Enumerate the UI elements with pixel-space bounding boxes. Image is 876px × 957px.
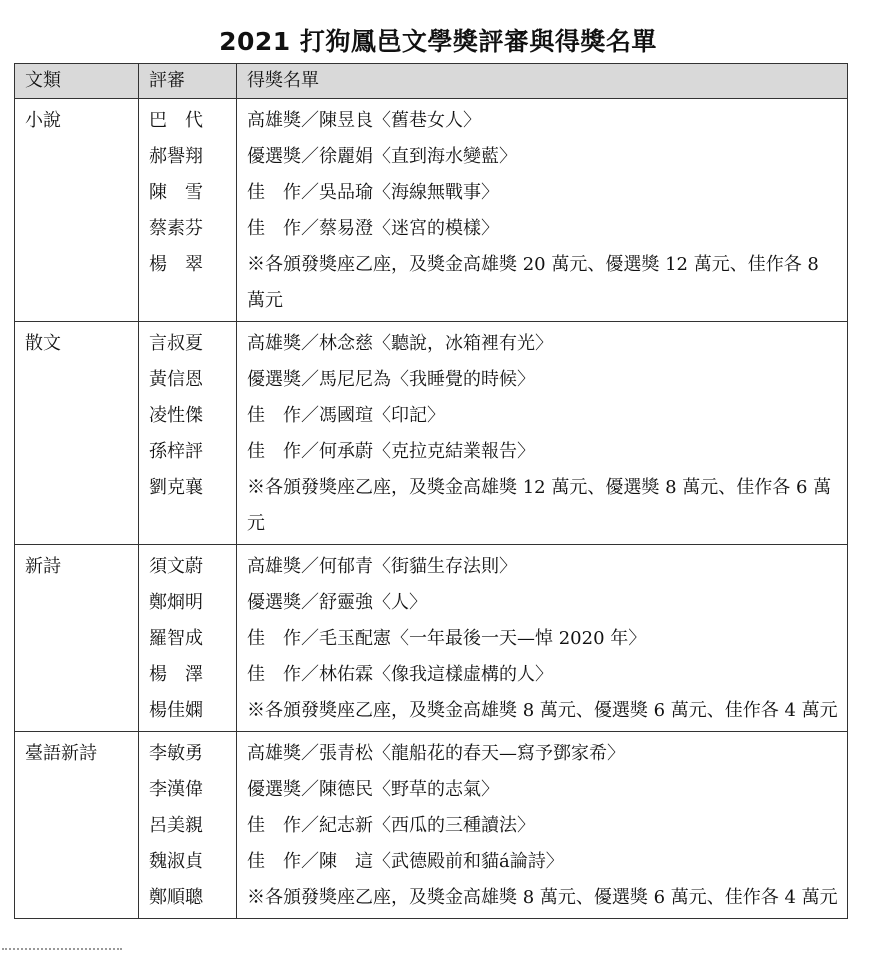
award-entry: 優選獎／陳德民〈野草的志氣〉 <box>247 779 499 800</box>
judge-name: 郝譽翔 <box>149 146 203 167</box>
judge-name: 巴 代 <box>149 110 203 131</box>
header-category: 文類 <box>15 64 139 99</box>
judge-name: 李敏勇 <box>149 743 203 764</box>
award-entry: 優選獎／徐麗娟〈直到海水變藍〉 <box>247 146 517 167</box>
judge-name: 李漢偉 <box>149 779 203 800</box>
award-entry: 優選獎／舒靈強〈人〉 <box>247 592 427 613</box>
prize-note: ※各頒發獎座乙座，及獎金高雄獎 8 萬元、優選獎 6 萬元、佳作各 4 萬元 <box>247 700 838 721</box>
judge-name: 楊 澤 <box>149 664 203 685</box>
awards-cell <box>237 732 848 919</box>
award-entry: 佳 作／馮國瑄〈印記〉 <box>247 405 445 426</box>
award-entry: 高雄獎／何郁青〈街貓生存法則〉 <box>247 556 517 577</box>
prize-note: ※各頒發獎座乙座，及獎金高雄獎 12 萬元、優選獎 8 萬元、佳作各 6 萬元 <box>247 477 832 534</box>
judge-name: 鄭烱明 <box>149 592 203 613</box>
table-row-taiwanese-poetry <box>15 732 848 919</box>
table-row-fiction <box>15 99 848 322</box>
awards-cell <box>237 99 848 322</box>
header-judges: 評審 <box>139 64 237 99</box>
awards-cell <box>237 322 848 545</box>
judges-cell <box>139 322 237 545</box>
judge-name: 劉克襄 <box>149 477 203 498</box>
judge-name: 蔡素芬 <box>149 218 203 239</box>
category-cell <box>15 99 139 322</box>
award-entry: 高雄獎／陳昱良〈舊巷女人〉 <box>247 110 481 131</box>
prize-note: ※各頒發獎座乙座，及獎金高雄獎 8 萬元、優選獎 6 萬元、佳作各 4 萬元 <box>247 887 838 908</box>
category-label: 散文 <box>25 333 61 354</box>
judge-name: 羅智成 <box>149 628 203 649</box>
table-row-prose <box>15 322 848 545</box>
judge-name: 言叔夏 <box>149 333 203 354</box>
judge-name: 黃信恩 <box>149 369 203 390</box>
award-entry: 佳 作／紀志新〈西瓜的三種讀法〉 <box>247 815 535 836</box>
award-entry: 高雄獎／張青松〈龍船花的春天—寫予鄧家希〉 <box>247 743 625 764</box>
judge-name: 呂美親 <box>149 815 203 836</box>
judge-name: 鄭順聰 <box>149 887 203 908</box>
award-entry: 佳 作／毛玉配憲〈一年最後一天—悼 2020 年〉 <box>247 628 647 649</box>
category-cell <box>15 545 139 732</box>
judge-name: 凌性傑 <box>149 405 203 426</box>
judge-name: 楊佳嫻 <box>149 700 203 721</box>
judges-cell <box>139 99 237 322</box>
judges-cell <box>139 732 237 919</box>
judges-cell <box>139 545 237 732</box>
award-entry: 優選獎／馬尼尼為〈我睡覺的時候〉 <box>247 369 535 390</box>
category-label: 新詩 <box>25 556 61 577</box>
judge-name: 魏淑貞 <box>149 851 203 872</box>
page-title: 2021 打狗鳳邑文學獎評審與得獎名單 <box>219 27 657 56</box>
award-entry: 佳 作／蔡易澄〈迷宮的模樣〉 <box>247 218 499 239</box>
award-entry: 高雄獎／林念慈〈聽說，冰箱裡有光〉 <box>247 333 553 354</box>
award-entry: 佳 作／陳 這〈武德殿前和貓á論詩〉 <box>247 851 564 872</box>
judge-name: 須文蔚 <box>149 556 203 577</box>
judge-name: 孫梓評 <box>149 441 203 462</box>
award-entry: 佳 作／何承蔚〈克拉克結業報告〉 <box>247 441 535 462</box>
category-label: 小說 <box>25 110 61 131</box>
awards-table <box>14 63 848 919</box>
category-cell <box>15 732 139 919</box>
table-header-row <box>15 64 848 99</box>
awards-cell <box>237 545 848 732</box>
header-awards: 得獎名單 <box>237 64 848 99</box>
page-footer-divider <box>2 948 122 957</box>
judge-name: 陳 雪 <box>149 182 203 203</box>
prize-note: ※各頒發獎座乙座，及獎金高雄獎 20 萬元、優選獎 12 萬元、佳作各 8 萬元 <box>247 254 819 311</box>
judge-name: 楊 翠 <box>149 254 203 275</box>
category-cell <box>15 322 139 545</box>
award-entry: 佳 作／吳品瑜〈海線無戰事〉 <box>247 182 499 203</box>
table-row-poetry <box>15 545 848 732</box>
award-entry: 佳 作／林佑霖〈像我這樣虛構的人〉 <box>247 664 553 685</box>
category-label: 臺語新詩 <box>25 743 97 764</box>
